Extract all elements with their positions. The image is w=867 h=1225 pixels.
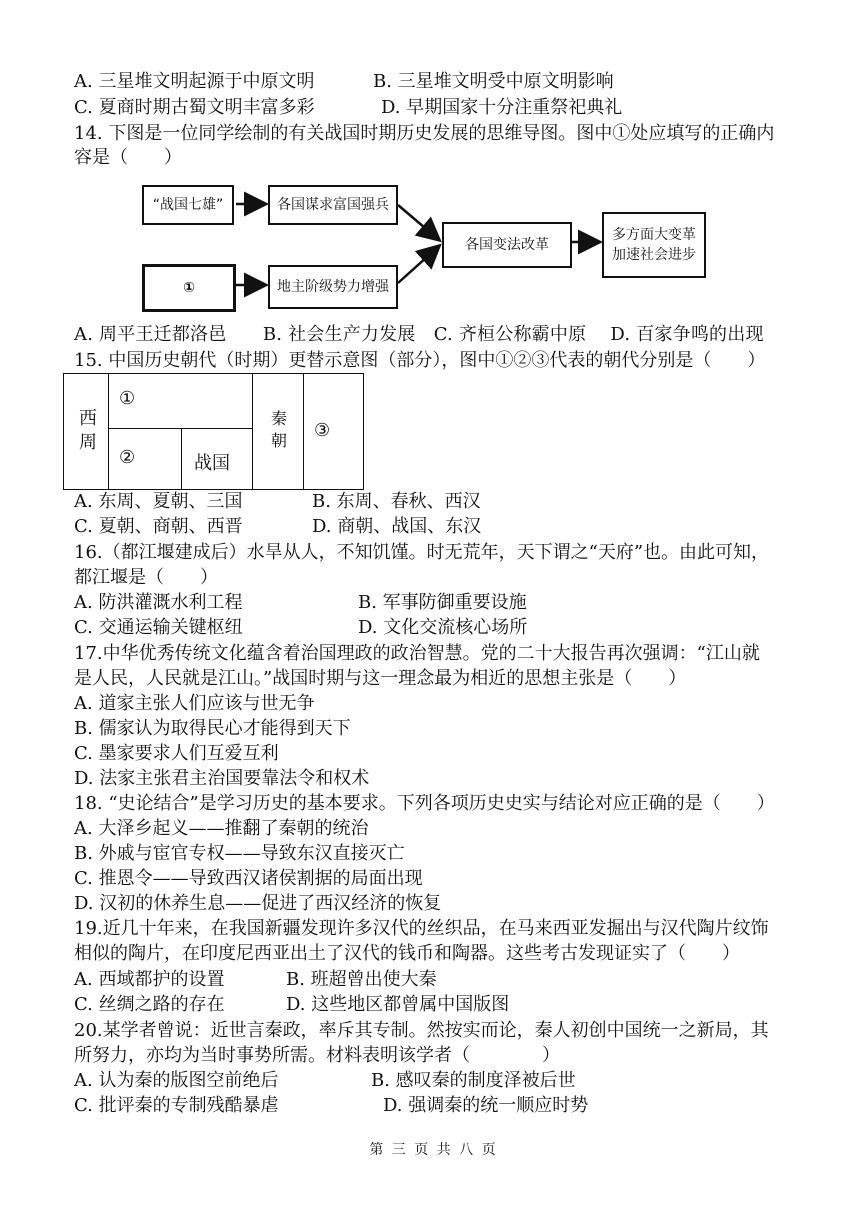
mind-map-box-warring-states: “战国七雄” bbox=[142, 185, 234, 225]
cell-3-label: ③ bbox=[314, 420, 331, 441]
q16-stem-line1: 16.（都江堰建成后）水旱从人，不知饥馑。时无荒年，天下谓之“天府”也。由此可知， bbox=[74, 542, 770, 563]
q16-option-c: C. 交通运输关键枢纽 bbox=[74, 617, 243, 638]
q14-stem-line2: 容是（ ） bbox=[74, 147, 182, 168]
mind-map-box-landlord: 地主阶级势力增强 bbox=[268, 265, 398, 309]
q15-option-a: A. 东周、夏朝、三国 bbox=[74, 491, 243, 512]
zhanguo-label: 战国 bbox=[194, 453, 230, 474]
q20-stem-line1: 20.某学者曾说：近世言秦政，率斥其专制。然按实而论，秦人初创中国统一之新局，其 bbox=[74, 1020, 769, 1041]
q13-option-c: C. 夏商时期古蜀文明丰富多彩 bbox=[74, 97, 315, 118]
q17-option-d: D. 法家主张君主治国要靠法令和权术 bbox=[74, 768, 370, 789]
q13-option-b: B. 三星堆文明受中原文明影响 bbox=[373, 71, 614, 92]
q14-options: A. 周平王迁都洛邑 B. 社会生产力发展 C. 齐桓公称霸中原 D. 百家争鸣的出现 bbox=[74, 324, 764, 345]
q13-option-a: A. 三星堆文明起源于中原文明 bbox=[74, 71, 315, 92]
cell-2-label: ② bbox=[119, 447, 136, 468]
q19-stem-line2: 相似的陶片，在印度尼西亚出土了汉代的钱币和陶器。这些考古发现证实了（ ） bbox=[74, 943, 740, 964]
q16-stem-line2: 都江堰是（ ） bbox=[74, 567, 218, 588]
q20-option-c: C. 批评秦的专制残酷暴虐 bbox=[74, 1095, 279, 1116]
mind-map-box-change bbox=[602, 212, 706, 278]
q16-option-a: A. 防洪灌溉水利工程 bbox=[74, 592, 243, 613]
mind-map-box-change-line1: 多方面大变革 bbox=[612, 227, 696, 243]
q18-option-a: A. 大泽乡起义——推翻了秦朝的统治 bbox=[74, 818, 369, 839]
q18-option-c: C. 推恩令——导致西汉诸侯割据的局面出现 bbox=[74, 868, 423, 889]
q16-option-b: B. 军事防御重要设施 bbox=[358, 592, 527, 613]
q15-stem: 15. 中国历史朝代（时期）更替示意图（部分），图中①②③代表的朝代分别是（ ） bbox=[74, 350, 766, 371]
mind-map-arrows bbox=[0, 0, 867, 330]
mind-map-box-reform: 各国变法改革 bbox=[442, 222, 572, 268]
q17-stem-line2: 是人民，人民就是江山。”战国时期与这一理念最为相近的思想主张是（ ） bbox=[74, 668, 687, 689]
xizhou-label: 西周 bbox=[76, 407, 97, 456]
q17-option-b: B. 儒家认为取得民心才能得到天下 bbox=[74, 718, 351, 739]
q15-option-d: D. 商朝、战国、东汉 bbox=[312, 516, 482, 537]
q20-option-b: B. 感叹秦的制度泽被后世 bbox=[371, 1070, 576, 1091]
q20-stem-line2: 所努力，亦均为当时事势所需。材料表明该学者（ ） bbox=[74, 1045, 560, 1066]
q18-stem: 18. “史论结合”是学习历史的基本要求。下列各项历史史实与结论对应正确的是（ ） bbox=[74, 793, 775, 814]
q18-option-b: B. 外戚与宦官专权——导致东汉直接灭亡 bbox=[74, 843, 405, 864]
q15-option-b: B. 东周、春秋、西汉 bbox=[312, 491, 481, 512]
q17-option-a: A. 道家主张人们应该与世无争 bbox=[74, 693, 315, 714]
cell-1 bbox=[109, 374, 253, 429]
cell-xizhou bbox=[64, 374, 109, 489]
q16-option-d: D. 文化交流核心场所 bbox=[358, 617, 528, 638]
q19-stem-line1: 19.近几十年来，在我国新疆发现许多汉代的丝织品，在马来西亚发掘出与汉代陶片纹饰 bbox=[74, 918, 769, 939]
page-footer: 第 三 页 共 八 页 bbox=[369, 1142, 498, 1158]
q19-option-a: A. 西域都护的设置 bbox=[74, 969, 225, 990]
cell-2 bbox=[109, 429, 182, 489]
q19-option-b: B. 班超曾出使大秦 bbox=[286, 969, 437, 990]
q15-option-c: C. 夏朝、商朝、西晋 bbox=[74, 516, 243, 537]
q13-option-d: D. 早期国家十分注重祭祀典礼 bbox=[381, 97, 623, 118]
q20-option-a: A. 认为秦的版图空前绝后 bbox=[74, 1070, 279, 1091]
q17-stem-line1: 17.中华优秀传统文化蕴含着治国理政的政治智慧。党的二十大报告再次强调：“江山就 bbox=[74, 643, 760, 664]
mind-map-box-change-line2: 加速社会进步 bbox=[612, 247, 696, 263]
q17-option-c: C. 墨家要求人们互爱互利 bbox=[74, 743, 279, 764]
q19-option-c: C. 丝绸之路的存在 bbox=[74, 994, 225, 1015]
q19-option-d: D. 这些地区都曾属中国版图 bbox=[286, 994, 510, 1015]
cell-qin bbox=[253, 374, 304, 489]
q15-dynasty-table bbox=[63, 373, 364, 490]
mind-map-box-wealth: 各国谋求富国强兵 bbox=[268, 185, 398, 225]
cell-zhanguo bbox=[182, 429, 253, 489]
cell-3 bbox=[304, 374, 362, 489]
q20-option-d: D. 强调秦的统一顺应时势 bbox=[383, 1095, 589, 1116]
mind-map-box-blank: ① bbox=[142, 264, 236, 312]
cell-1-label: ① bbox=[119, 388, 136, 409]
q18-option-d: D. 汉初的休养生息——促进了西汉经济的恢复 bbox=[74, 893, 442, 914]
qin-label: 秦朝 bbox=[268, 409, 288, 454]
q14-stem-line1: 14. 下图是一位同学绘制的有关战国时期历史发展的思维导图。图中①处应填写的正确内 bbox=[74, 123, 775, 144]
